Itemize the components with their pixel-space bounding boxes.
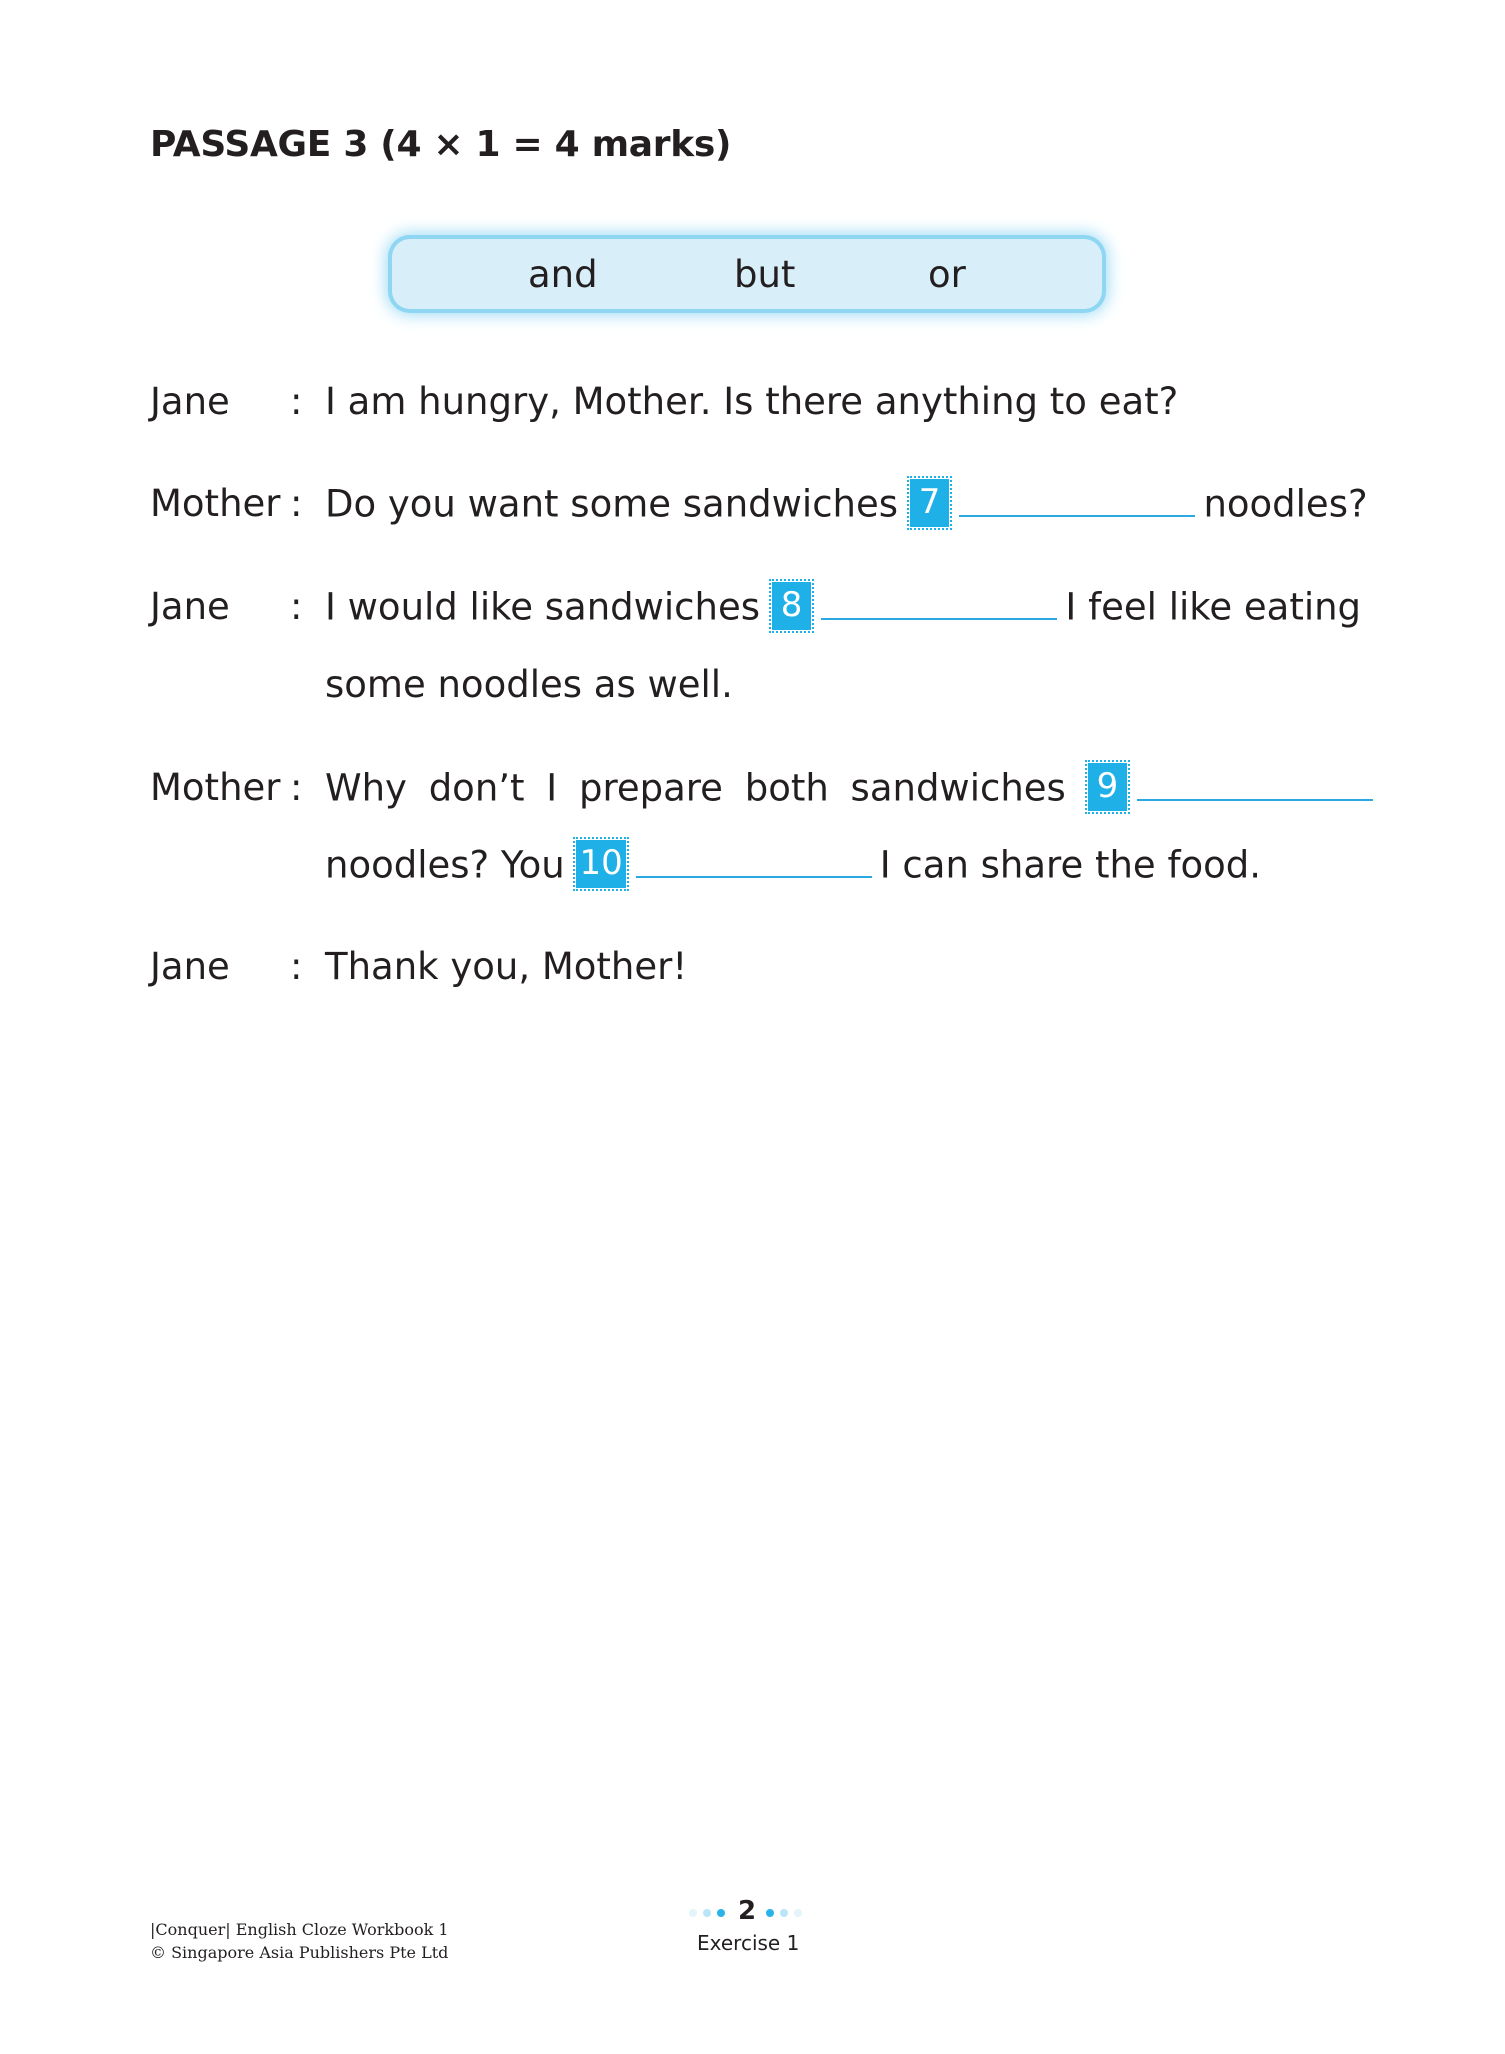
copyright-notice: © Singapore Asia Publishers Pte Ltd — [150, 1943, 449, 1962]
speaker-name: Jane — [150, 585, 230, 628]
page-dot-decoration — [717, 1909, 725, 1917]
question-number-badge: 10 — [576, 840, 625, 888]
speaker-name: Mother — [150, 482, 281, 525]
text-before-blank: noodles? You — [325, 843, 565, 887]
text-after-blank: noodles? — [1203, 482, 1368, 526]
question-number-badge: 8 — [772, 582, 812, 630]
question-number-badge: 7 — [910, 479, 950, 527]
page-number: 2 — [738, 1896, 757, 1926]
dialogue-text: I am hungry, Mother. Is there anything to eat? — [325, 380, 1179, 423]
speaker-name: Mother — [150, 766, 281, 809]
text-before-blank: Why don’t I prepare both sandwiches — [325, 766, 1066, 810]
page-dot-decoration — [780, 1909, 788, 1917]
passage-heading: PASSAGE 3 (4 × 1 = 4 marks) — [150, 124, 732, 165]
speaker-name: Jane — [150, 380, 230, 423]
colon: : — [290, 585, 303, 628]
colon: : — [290, 482, 303, 525]
text-after-blank: I feel like eating — [1065, 585, 1362, 629]
dialogue-text — [325, 585, 1361, 633]
text-before-blank: I would like sandwiches — [325, 585, 761, 629]
page-dot-decoration — [703, 1909, 711, 1917]
page-dot-decoration — [766, 1909, 774, 1917]
answer-blank-9[interactable] — [1137, 769, 1373, 801]
dialogue-text — [325, 766, 1381, 814]
text-before-blank: Do you want some sandwiches — [325, 482, 899, 526]
dialogue-text — [325, 843, 1261, 891]
text-after-blank: I can share the food. — [879, 843, 1262, 887]
answer-blank-8[interactable] — [821, 588, 1057, 620]
page-dot-decoration — [689, 1909, 697, 1917]
question-number-badge: 9 — [1088, 763, 1128, 811]
colon: : — [290, 766, 303, 809]
exercise-label: Exercise 1 — [697, 1931, 800, 1955]
book-title: |Conquer| English Cloze Workbook 1 — [150, 1920, 449, 1939]
footer-publisher-info — [150, 1918, 449, 1964]
answer-blank-10[interactable] — [636, 846, 872, 878]
speaker-name: Jane — [150, 945, 230, 988]
dialogue-text: Thank you, Mother! — [325, 945, 688, 988]
dialogue-text: some noodles as well. — [325, 663, 733, 706]
answer-blank-7[interactable] — [959, 485, 1195, 517]
colon: : — [290, 945, 303, 988]
word-option-and: and — [528, 253, 598, 296]
page-dot-decoration — [794, 1909, 802, 1917]
colon: : — [290, 380, 303, 423]
word-box — [392, 239, 1102, 309]
word-option-or: or — [928, 253, 966, 296]
dialogue-text — [325, 482, 1368, 530]
word-option-but: but — [734, 253, 796, 296]
